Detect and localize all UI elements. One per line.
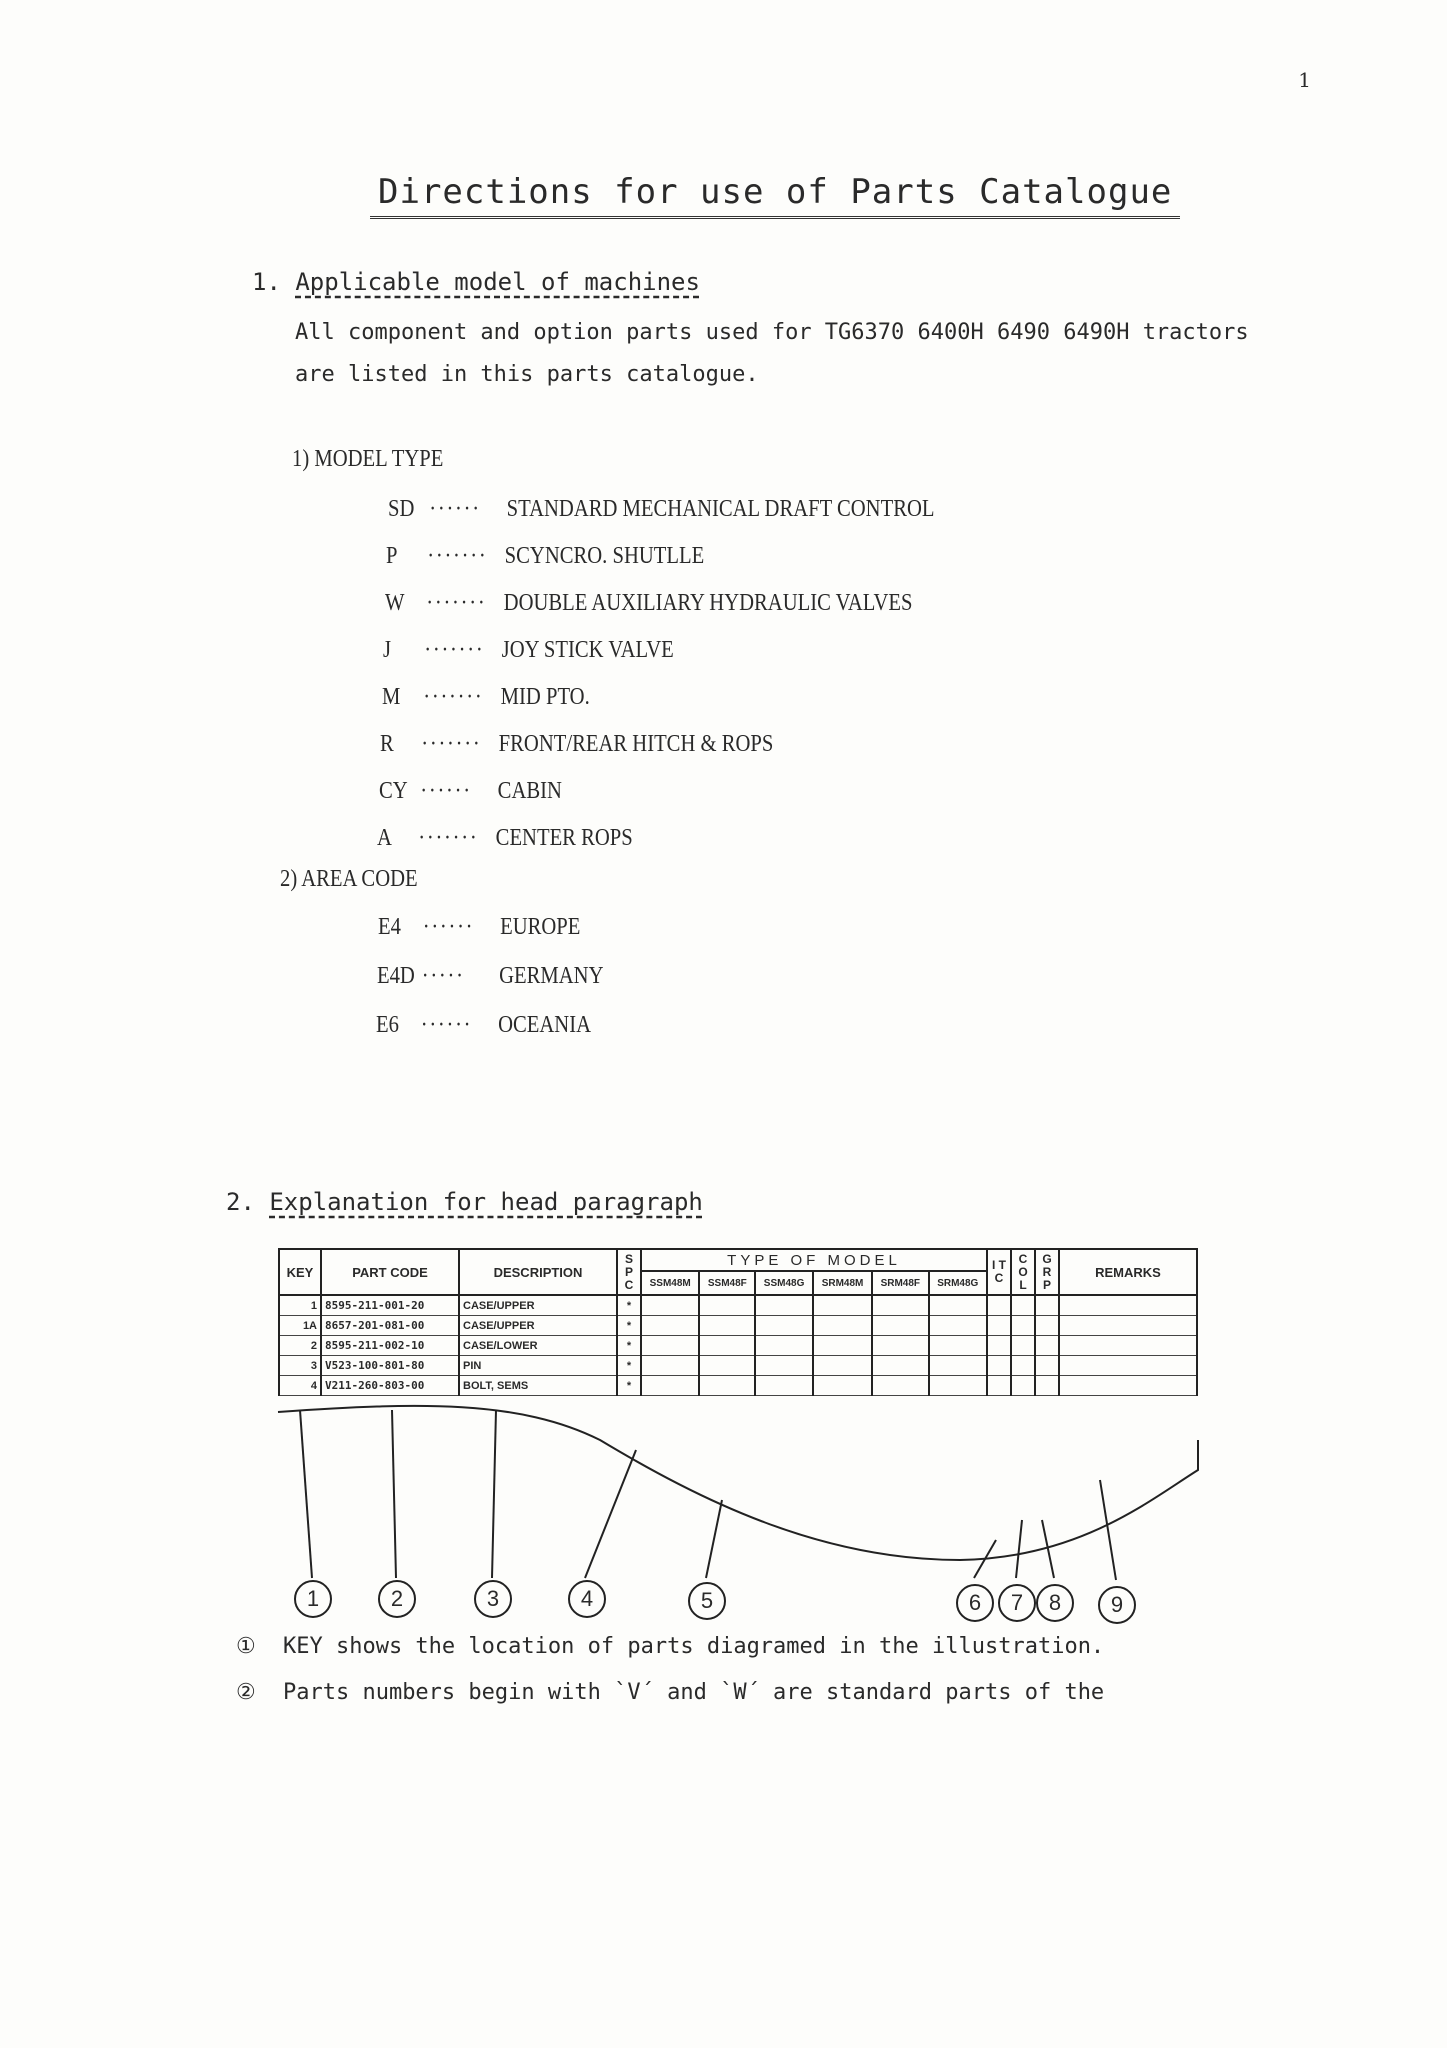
col-description: DESCRIPTION <box>459 1249 617 1295</box>
col-remarks: REMARKS <box>1059 1249 1197 1295</box>
row-key: 1 <box>279 1295 321 1316</box>
area-dots: ······ <box>422 914 475 940</box>
model-code: W <box>385 590 405 616</box>
row-key: 2 <box>279 1336 321 1356</box>
section1-number: 1. <box>252 268 281 296</box>
row-part-code: 8657-201-081-00 <box>321 1316 459 1336</box>
leader-line-3 <box>492 1410 496 1578</box>
torn-edge <box>278 1406 1198 1560</box>
area-code: E4D <box>377 963 415 989</box>
area-desc: GERMANY <box>499 963 604 989</box>
section2-title: Explanation for head paragraph <box>269 1188 703 1216</box>
model-desc: STANDARD MECHANICAL DRAFT CONTROL <box>506 496 935 522</box>
row-part-code: V523-100-801-80 <box>321 1356 459 1376</box>
callout-5: 5 <box>688 1582 726 1620</box>
section1-text-line1: All component and option parts used for TG6370 6400H 6490 6490H tractors <box>295 320 1249 345</box>
area-code-label: 2) AREA CODE <box>280 866 418 892</box>
col-grp: G R P <box>1035 1249 1059 1295</box>
area-code: E6 <box>376 1012 399 1038</box>
model-desc: SCYNCRO. SHUTLLE <box>504 543 705 569</box>
row-part-code: V211-260-803-00 <box>321 1376 459 1396</box>
model-column-header: SSM48G <box>755 1271 813 1295</box>
callout-2: 2 <box>378 1580 416 1618</box>
row-spc: * <box>617 1336 641 1356</box>
row-key: 4 <box>279 1376 321 1396</box>
model-code: J <box>383 637 392 663</box>
model-type-label: 1) MODEL TYPE <box>292 446 444 472</box>
model-column-header: SSM48M <box>641 1271 699 1295</box>
model-dots: ······· <box>427 543 488 569</box>
model-code: A <box>377 825 392 851</box>
model-column-header: SRM48M <box>813 1271 872 1295</box>
leader-line-4 <box>585 1450 636 1578</box>
area-dots: ······ <box>420 1012 473 1038</box>
row-description: CASE/LOWER <box>459 1336 617 1356</box>
col-col: C O L <box>1011 1249 1035 1295</box>
row-part-code: 8595-211-001-20 <box>321 1295 459 1316</box>
note-2 <box>236 1680 1104 1705</box>
model-dots: ······· <box>423 684 484 710</box>
model-desc: CABIN <box>497 778 562 804</box>
note-2-mark: ② <box>236 1680 256 1705</box>
model-code: CY <box>379 778 408 804</box>
col-spc: S P C <box>617 1249 641 1295</box>
col-itc: I T C <box>987 1249 1011 1295</box>
page-number: 1 <box>1298 68 1311 92</box>
model-code: P <box>386 543 398 569</box>
col-part-code: PART CODE <box>321 1249 459 1295</box>
model-code: R <box>380 731 394 757</box>
model-dots: ······· <box>426 590 487 616</box>
model-dots: ······ <box>420 778 472 804</box>
area-code: E4 <box>378 914 401 940</box>
callout-1: 1 <box>294 1580 332 1618</box>
section1-text-line2: are listed in this parts catalogue. <box>295 362 759 387</box>
page-title: Directions for use of Parts Catalogue <box>370 172 1180 219</box>
model-dots: ······ <box>429 496 481 522</box>
area-desc: OCEANIA <box>498 1012 591 1038</box>
row-part-code: 8595-211-002-10 <box>321 1336 459 1356</box>
col-type-of-model: TYPE OF MODEL <box>641 1249 987 1271</box>
model-desc: CENTER ROPS <box>495 825 633 851</box>
note-1-mark: ① <box>236 1634 256 1659</box>
row-description: CASE/UPPER <box>459 1316 617 1336</box>
model-desc: DOUBLE AUXILIARY HYDRAULIC VALVES <box>503 590 913 616</box>
leader-line-5 <box>706 1500 722 1578</box>
callout-7: 7 <box>998 1584 1036 1622</box>
callout-4: 4 <box>568 1580 606 1618</box>
row-description: CASE/UPPER <box>459 1295 617 1316</box>
row-spc: * <box>617 1376 641 1396</box>
model-column-header: SSM48F <box>699 1271 755 1295</box>
callout-6: 6 <box>956 1584 994 1622</box>
callout-8: 8 <box>1036 1584 1074 1622</box>
model-dots: ······· <box>421 731 482 757</box>
row-spc: * <box>617 1316 641 1336</box>
model-code: SD <box>388 496 415 522</box>
note-1 <box>236 1634 1104 1659</box>
leader-line-1 <box>300 1410 312 1578</box>
area-desc: EUROPE <box>500 914 581 940</box>
col-key: KEY <box>279 1249 321 1295</box>
note-1-text: KEY shows the location of parts diagramed in the illustration. <box>282 1634 1105 1659</box>
model-column-header: SRM48G <box>929 1271 987 1295</box>
model-code: M <box>382 684 401 710</box>
callout-3: 3 <box>474 1580 512 1618</box>
model-dots: ······· <box>418 825 479 851</box>
row-key: 3 <box>279 1356 321 1376</box>
row-key: 1A <box>279 1316 321 1336</box>
row-spc: * <box>617 1356 641 1376</box>
leader-line-2 <box>392 1410 396 1578</box>
callout-9: 9 <box>1098 1586 1136 1624</box>
note-2-text: Parts numbers begin with `V´ and `W´ are standard parts of the <box>282 1680 1105 1705</box>
model-desc: FRONT/REAR HITCH & ROPS <box>498 731 774 757</box>
section1-title: Applicable model of machines <box>295 268 700 296</box>
area-dots: ····· <box>421 963 465 989</box>
model-desc: JOY STICK VALVE <box>501 637 674 663</box>
row-description: BOLT, SEMS <box>459 1376 617 1396</box>
section2-number: 2. <box>226 1188 255 1216</box>
model-dots: ······· <box>424 637 485 663</box>
model-desc: MID PTO. <box>500 684 590 710</box>
model-column-header: SRM48F <box>872 1271 928 1295</box>
row-spc: * <box>617 1295 641 1316</box>
row-description: PIN <box>459 1356 617 1376</box>
